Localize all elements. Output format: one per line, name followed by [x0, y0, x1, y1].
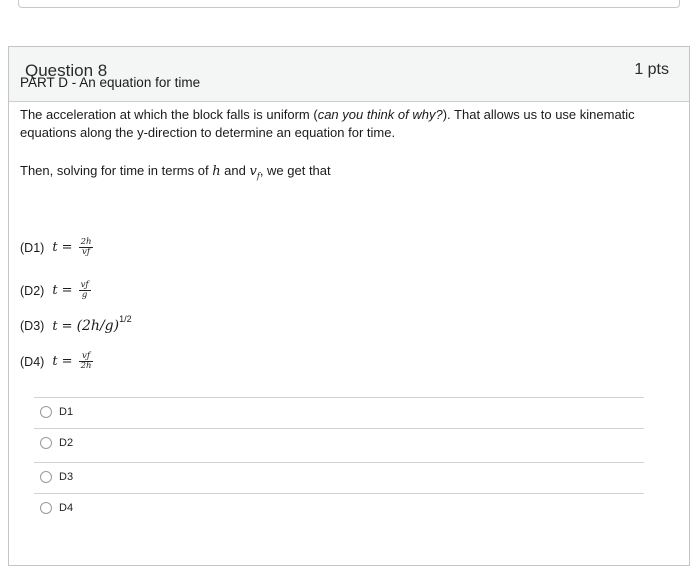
- paragraph-text: Then, solving for time in terms of: [20, 163, 213, 178]
- answer-option-d4[interactable]: [34, 493, 644, 522]
- equation-label: (D4): [20, 354, 45, 369]
- equation-label: (D2): [20, 283, 45, 298]
- answer-label[interactable]: D1: [59, 406, 74, 418]
- equation-fraction: $\frac{2h}{vƒ}$: [80, 237, 92, 257]
- radio-button[interactable]: [40, 502, 52, 514]
- equation-label: (D3): [20, 319, 45, 333]
- math-vf: $v_f$: [249, 164, 260, 181]
- equation-d2: [20, 281, 91, 300]
- paragraph-text: and: [220, 163, 250, 178]
- question-paragraph-2: [20, 162, 331, 186]
- paragraph-text: The acceleration at which the block falls is uniform (: [20, 107, 318, 122]
- radio-button[interactable]: [40, 471, 52, 483]
- equation-fraction: $\frac{vƒ}{2h}$: [80, 351, 92, 371]
- answer-option-d3[interactable]: [34, 462, 644, 491]
- previous-card-edge: [18, 0, 680, 8]
- equation-fraction: $\frac{vƒ}{g}$: [80, 280, 89, 300]
- equation-d4: [20, 352, 93, 371]
- equation-label: (D1): [20, 240, 45, 255]
- math-h: h: [212, 164, 221, 179]
- radio-button[interactable]: [40, 437, 52, 449]
- equation-lhs: t =: [52, 354, 73, 369]
- equation-lhs: t =: [52, 283, 73, 298]
- answer-option-d2[interactable]: [34, 428, 644, 457]
- equation-d3: [20, 314, 132, 334]
- question-points: 1 pts: [634, 61, 669, 78]
- equation-lhs: t =: [52, 240, 73, 255]
- equation-d1: [20, 238, 93, 257]
- answer-label[interactable]: D4: [59, 502, 74, 514]
- paragraph-text: ). That allows us to use kinematic equations along the y-direction to determine an equation for time.: [20, 107, 635, 140]
- equation-expression: (2h/g): [76, 318, 120, 334]
- answer-label[interactable]: D3: [59, 471, 74, 483]
- question-title: Question 8: [25, 61, 108, 80]
- equation-lhs: t =: [52, 318, 73, 334]
- paragraph-text: , we get that: [259, 163, 331, 178]
- question-paragraph-1: [20, 106, 650, 142]
- answer-option-d1[interactable]: [34, 397, 644, 426]
- paragraph-italic-text: can you think of why?: [317, 107, 443, 122]
- part-title: PART D - An equation for time: [20, 75, 201, 90]
- answer-label[interactable]: D2: [59, 437, 74, 449]
- radio-button[interactable]: [40, 406, 52, 418]
- equation-exponent: 1/2: [119, 314, 132, 324]
